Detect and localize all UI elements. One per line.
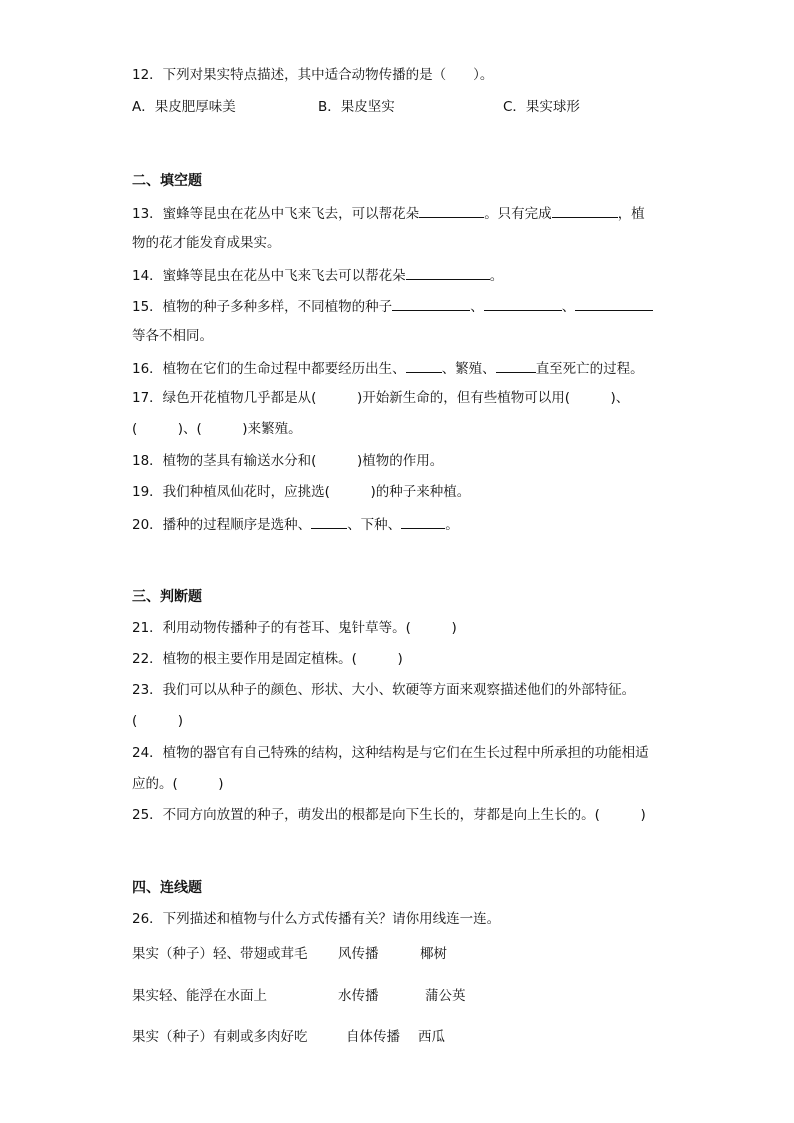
question-14: 14．蜜蜂等昆虫在花丛中飞来飞去可以帮花朵 。 [132,265,503,285]
question-24: 24．植物的器官有自己特殊的结构，这种结构是与它们在生长过程中所承担的功能相适 [132,745,649,761]
question-23: 23．我们可以从种子的颜色、形状、大小、软硬等方面来观察描述他们的外部特征。 [132,682,636,698]
match-mode-3[interactable]: 自体传播 [346,1029,400,1045]
blank[interactable] [552,203,618,218]
question-16: 16．植物在它们的生命过程中都要经历出生、 、繁殖、 直至死亡的过程。 [132,358,644,378]
section-4-title: 四、连线题 [132,880,202,896]
section-3-title: 三、判断题 [132,589,202,605]
question-13-cont: 物的花才能发育成果实。 [132,235,281,251]
question-23-cont: ( ) [132,713,184,729]
question-13: 13．蜜蜂等昆虫在花丛中飞来飞去，可以帮花朵 。只有完成 ，植 [132,203,645,223]
question-17: 17．绿色开花植物几乎都是从( )开始新生命的，但有些植物可以用( )、 [132,390,630,406]
question-18: 18．植物的茎具有输送水分和( )植物的作用。 [132,453,444,469]
match-mode-1[interactable]: 风传播 [338,946,379,962]
blank[interactable] [406,358,442,373]
question-12 [132,66,493,84]
match-desc-1[interactable]: 果实（种子）轻、带翅或茸毛 [132,946,308,962]
blank[interactable] [496,358,536,373]
section-2-title: 二、填空题 [132,173,202,189]
blank[interactable] [406,265,490,280]
blank[interactable] [401,514,445,529]
option-b: B．果皮坚实 [318,99,395,115]
question-24-cont: 应的。( ) [132,776,224,792]
question-20: 20．播种的过程顺序是选种、 、下种、 。 [132,514,459,534]
match-plant-1[interactable]: 椰树 [420,946,447,962]
blank[interactable] [419,203,484,218]
match-desc-3[interactable]: 果实（种子）有刺或多肉好吃 [132,1029,308,1045]
question-17-cont: ( )、( )来繁殖。 [132,421,302,437]
question-19: 19．我们种植凤仙花时，应挑选( )的种子来种植。 [132,484,471,500]
blank[interactable] [392,296,470,311]
question-25: 25．不同方向放置的种子，萌发出的根都是向下生长的，芽都是向上生长的。( ) [132,807,646,823]
blank[interactable] [575,296,653,311]
match-plant-2[interactable]: 蒲公英 [425,988,466,1004]
question-15-cont: 等各不相同。 [132,328,213,344]
option-a: A．果皮肥厚味美 [132,99,236,115]
question-26: 26．下列描述和植物与什么方式传播有关？请你用线连一连。 [132,911,501,927]
question-21: 21．利用动物传播种子的有苍耳、鬼针草等。( ) [132,620,457,636]
match-desc-2[interactable]: 果实轻、能浮在水面上 [132,988,267,1004]
question-22: 22．植物的根主要作用是固定植株。( ) [132,651,403,667]
blank[interactable] [484,296,562,311]
option-c: C．果实球形 [503,99,580,115]
question-12-text: 12．下列对果实特点描述，其中适合动物传播的是（ ）。 [132,67,494,83]
blank[interactable] [311,514,347,529]
match-plant-3[interactable]: 西瓜 [418,1029,445,1045]
question-15: 15．植物的种子多种多样，不同植物的种子 、 、 [132,296,653,316]
match-mode-2[interactable]: 水传播 [338,988,379,1004]
